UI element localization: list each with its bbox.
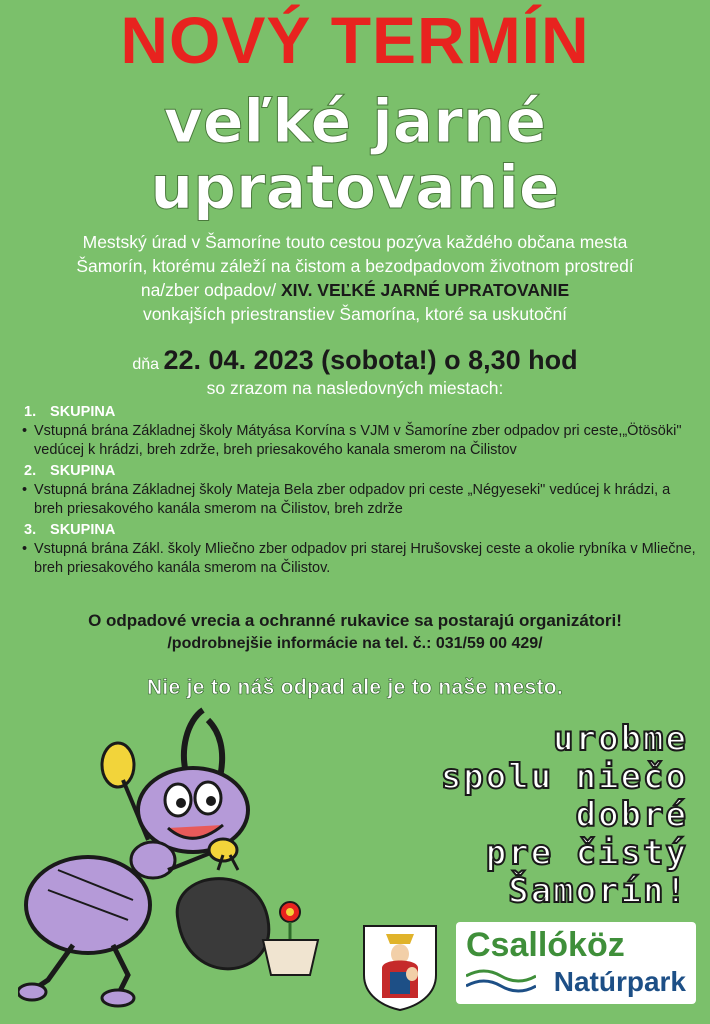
title-line-2: upratovanie [150, 153, 560, 223]
ant-mascot-illustration [18, 690, 348, 1010]
intro-line-3 [10, 278, 700, 302]
group-heading [18, 521, 698, 540]
intro-line-4: vonkajších priestranstiev Šamorína, ktoré sa uskutoční [142, 304, 568, 324]
event-date [0, 345, 710, 376]
phone-info: /podrobnejšie informácie na tel. č.: 031/59 00 429/ [167, 635, 543, 652]
group-heading [18, 462, 698, 481]
naturpark-logo [456, 922, 696, 1004]
headline: NOVÝ TERMÍN [120, 3, 590, 77]
supplies-notice: O odpadové vrecia a ochranné rukavice sa postarajú organizátori! [88, 611, 622, 630]
logo-text-top: Csallóköz [466, 926, 625, 964]
group-heading [18, 403, 698, 422]
group-description [18, 540, 698, 578]
group-text: Vstupná brána Základnej školy Mateja Bela zber odpadov pri ceste „Négyeseki" vedúcej k hrádzi, a breh priesakového kanála smerom na Čilistov, breh zdrže [34, 482, 671, 517]
group-description [18, 422, 698, 460]
logo-text-bottom: Natúrpark [553, 966, 686, 997]
group-label: SKUPINA [50, 463, 116, 479]
slogan: Nie je to náš odpad ale je to naše mesto. [146, 676, 564, 699]
group-number: 2. [24, 463, 37, 479]
group-description [18, 481, 698, 519]
date-prefix: dňa [132, 356, 160, 373]
cta-line: dobré [575, 795, 688, 835]
cta-line: pre čistý [485, 833, 688, 873]
intro-paragraph [10, 230, 700, 326]
date-main: 22. 04. 2023 (sobota!) o 8,30 hod [163, 345, 578, 375]
meeting-text: so zrazom na nasledovných miestach: [206, 378, 504, 398]
bullet-icon: • [22, 423, 28, 439]
group-text: Vstupná brána Základnej školy Mátyása Korvína s VJM v Šamoríne zber odpadov pri ceste,„Ötösöki" vedúcej k hrádzi, breh zdrže, breh priesakového kanala smerom na Čilistov [34, 423, 682, 458]
intro-line-1: Mestský úrad v Šamoríne touto cestou pozýva každého občana mesta [82, 232, 628, 252]
group-number: 1. [24, 404, 37, 420]
samorin-crest-icon [360, 920, 440, 1012]
group-item [18, 521, 698, 578]
group-label: SKUPINA [50, 404, 116, 420]
event-name: XIV. VEĽKÉ JARNÉ UPRATOVANIE [280, 280, 570, 300]
cta-line: spolu niečo [440, 757, 688, 797]
intro-line-3-prefix: na/zber odpadov/ [140, 280, 277, 300]
intro-line-2: Šamorín, ktorému záleží na čistom a bezodpadovom životnom prostredí [76, 256, 634, 276]
cta-line: Šamorín! [508, 871, 688, 911]
title-line-1: veľké jarné [163, 87, 547, 157]
bullet-icon: • [22, 482, 28, 498]
group-label: SKUPINA [50, 522, 116, 538]
group-item [18, 462, 698, 519]
groups-list [18, 403, 698, 580]
wave-icon [466, 966, 536, 996]
call-to-action [308, 720, 688, 910]
bullet-icon: • [22, 541, 28, 557]
group-item [18, 403, 698, 460]
group-number: 3. [24, 522, 37, 538]
group-text: Vstupná brána Zákl. školy Mliečno zber odpadov pri starej Hrušovskej ceste a okolie rybníka v Mliečne, breh priesakového kanála smerom na Čilistov. [34, 541, 696, 576]
cta-line: urobme [553, 719, 688, 759]
